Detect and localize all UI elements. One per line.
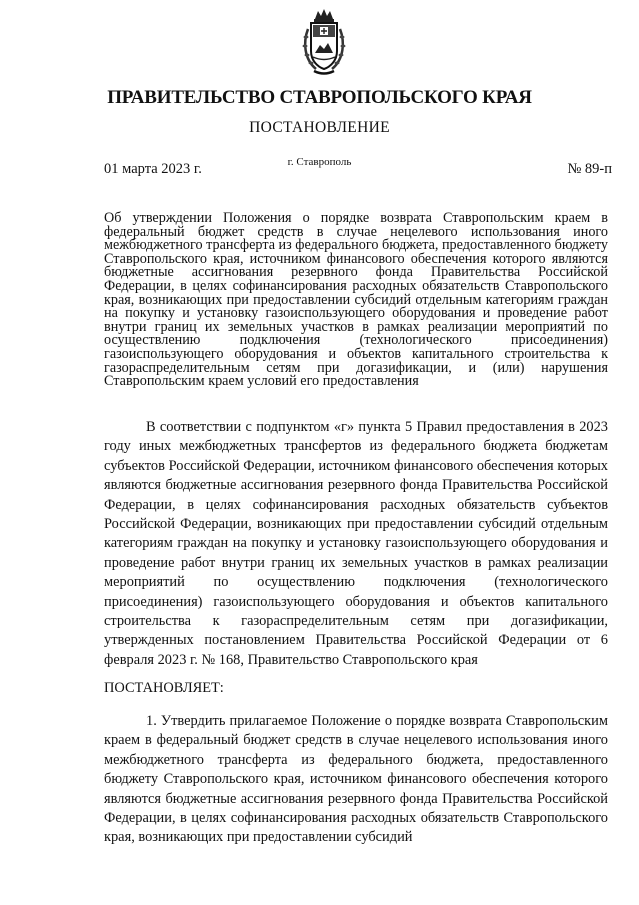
document-number: № 89-п (567, 161, 612, 177)
document-title: Об утверждении Положения о порядке возврата Ставропольским краем в федеральный бюджет средств в случае нецелевого использования иного межбюджетного трансферта из федерального бюджета, предоставленного бюджету Ставропольского края, источником финансового обеспечения которого являются бюджетные ассигнования резервного фонда Правительства Российской Федерации, в целях софинансирования расходных обязательств Ставропольского края, возникающих при предоставлении субсидий отдельным категориям граждан на покупку и установку газоиспользующего оборудования и проведение работ внутри границ их земельных участков в рамках реализации мероприятий по осуществлению подключения (технологического присоединения) газоиспользующего оборудования и объектов капитального строительства к газораспределительным сетям при догазификации, и (или) нарушения Ставропольским краем условий его предоставления (104, 210, 608, 390)
coat-of-arms-icon (300, 7, 348, 77)
preamble-paragraph: В соответствии с подпунктом «г» пункта 5 Правил предоставления в 2023 году иных межбюджетных трансфертов из федерального бюджета бюджетам субъектов Российской Федерации, источником финансового обеспечения которых являются бюджетные ассигнования резервного фонда Правительства Российской Федерации, в целях софинансирования расходных обязательств субъектов Российской Федерации, возникающих при предоставлении субсидий отдельным категориям граждан на покупку и установку газоиспользующего оборудования и проведение работ внутри границ их земельных участков в рамках реализации мероприятий по осуществлению подключения (технологического присоединения) газоиспользующего оборудования и объектов капитального строительства к газораспределительным сетям при догазификации, утвержденных постановлением Правительства Российской Федерации от 6 февраля 2023 г. № 168, Правительство Ставропольского края (104, 419, 608, 668)
document-type: ПОСТАНОВЛЕНИЕ (249, 119, 390, 136)
authority-name: ПРАВИТЕЛЬСТВО СТАВРОПОЛЬСКОГО КРАЯ (107, 87, 532, 108)
city: г. Ставрополь (287, 156, 352, 168)
document-date: 01 марта 2023 г. (104, 161, 202, 177)
resolves-heading: ПОСТАНОВЛЯЕТ: (104, 680, 224, 696)
item-1-paragraph: 1. Утвердить прилагаемое Положение о порядке возврата Ставропольским краем в федеральный бюджет средств в случае нецелевого использования иного межбюджетного трансферта из федерального бюджета, предоставленного бюджету Ставропольского края, источником финансового обеспечения которого являются бюджетные ассигнования резервного фонда Правительства Российской Федерации, в целях софинансирования расходных обязательств Ставропольского края, возникающих при предоставлении субсидий (104, 713, 608, 846)
